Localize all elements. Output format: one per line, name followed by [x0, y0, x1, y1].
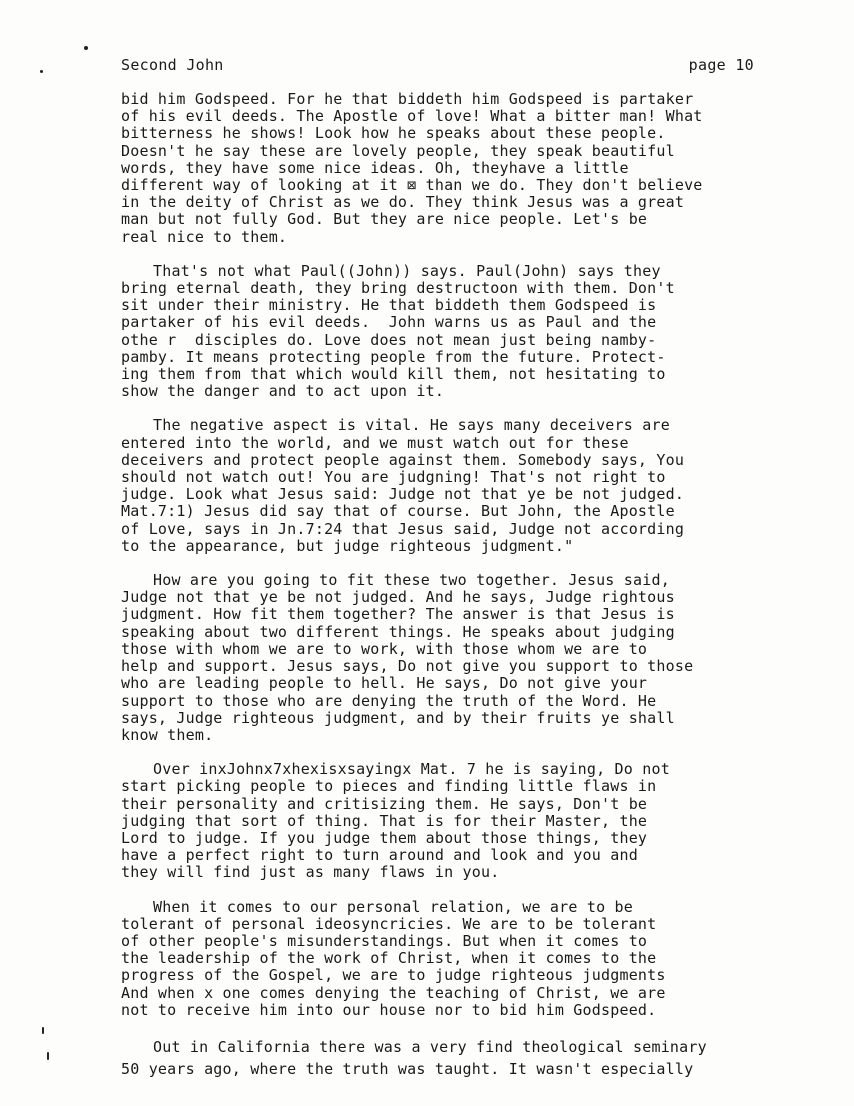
text-line: not to receive him into our house nor to bid him Godspeed. — [121, 1000, 657, 1019]
text-line: pamby. It means protecting people from the future. Protect- — [121, 347, 666, 366]
text-line: different way of looking at it ⊠ than we do. They don't believe — [121, 176, 703, 195]
text-line: judging that sort of thing. That is for their Master, the — [121, 811, 648, 830]
text-line: bid him Godspeed. For he that biddeth him Godspeed is partaker — [121, 90, 694, 108]
text-line: Lord to judge. If you judge them about those things, they — [121, 828, 648, 847]
text-line: Mat.7:1) Jesus did say that of course. But John, the Apostle — [121, 502, 675, 521]
text-line: show the danger and to act upon it. — [121, 382, 445, 401]
text-line: ing them from that which would kill them, not hesitating to — [121, 365, 666, 384]
text-line: have a perfect right to turn around and look and you and — [121, 846, 638, 865]
text-line: tolerant of personal ideosyncricies. We are to be tolerant — [121, 914, 657, 933]
text-line: speaking about two different things. He speaks about judging — [121, 622, 675, 641]
text-line: When it comes to our personal relation, we are to be — [153, 897, 633, 916]
body-text — [121, 91, 791, 1097]
text-line: That's not what Paul((John)) says. Paul(John) says they — [153, 261, 661, 280]
text-line: the leadership of the work of Christ, when it comes to the — [121, 949, 657, 968]
text-line: says, Judge righteous judgment, and by their fruits ye shall — [121, 708, 675, 727]
text-line: man but not fully God. But they are nice people. Let's be — [121, 210, 648, 229]
text-line: they will find just as many flaws in you. — [121, 863, 500, 882]
text-line: help and support. Jesus says, Do not give you support to those — [121, 657, 694, 676]
text-line: of his evil deeds. The Apostle of love! What a bitter man! What — [121, 107, 703, 126]
text-line: support to those who are denying the truth of the Word. He — [121, 691, 657, 710]
text-line: Judge not that ye be not judged. And he says, Judge rightous — [121, 588, 675, 607]
paragraph — [121, 417, 791, 555]
document-title: Second John — [121, 56, 224, 74]
text-line: Over inxJohnx7xhexisxsayingx Mat. 7 he is saying, Do not — [153, 760, 670, 779]
text-line: And when x one comes denying the teaching of Christ, we are — [121, 983, 666, 1002]
text-line: those with whom we are to work, with those whom we are to — [121, 639, 648, 658]
text-line: entered into the world, and we must watch out for these — [121, 433, 629, 452]
paragraph — [121, 761, 791, 881]
text-line: The negative aspect is vital. He says many deceivers are — [153, 416, 670, 435]
text-line: who are leading people to hell. He says, Do not give your — [121, 674, 648, 693]
text-line: their personality and critisizing them. He says, Don't be — [121, 794, 648, 813]
text-line: progress of the Gospel, we are to judge righteous judgments — [121, 966, 666, 985]
stray-mark — [40, 70, 43, 73]
text-line: How are you going to fit these two together. Jesus said, — [153, 571, 670, 590]
stray-mark — [84, 46, 88, 50]
text-line: should not watch out! You are judgning! That's not right to — [121, 468, 666, 487]
text-line: of other people's misunderstandings. But when it comes to — [121, 931, 648, 950]
text-line: know them. — [121, 725, 214, 744]
paragraph — [121, 572, 791, 744]
text-line: real nice to them. — [121, 227, 288, 246]
text-line: of Love, says in Jn.7:24 that Jesus said, Judge not according — [121, 519, 685, 538]
text-line: Out in California there was a very find theological seminary — [153, 1037, 707, 1056]
page-header — [121, 56, 754, 78]
text-line: othe r disciples do. Love does not mean just being namby- — [121, 330, 657, 349]
text-line: Doesn't he say these are lovely people, they speak beautiful — [121, 141, 675, 160]
text-line: partaker of his evil deeds. John warns us as Paul and the — [121, 313, 657, 332]
text-line: 50 years ago, where the truth was taught. It wasn't especially — [121, 1059, 694, 1078]
text-line: judgment. How fit them together? The answer is that Jesus is — [121, 605, 675, 624]
paragraph — [121, 1036, 791, 1080]
text-line: to the appearance, but judge righteous judgment." — [121, 536, 574, 555]
stray-mark — [42, 1027, 44, 1034]
paragraph — [121, 263, 791, 401]
text-line: bitterness he shows! Look how he speaks about these people. — [121, 124, 666, 143]
page-number: page 10 — [688, 56, 754, 74]
text-line: judge. Look what Jesus said: Judge not that ye be not judged. — [121, 485, 685, 504]
paragraph — [121, 91, 791, 246]
paragraph — [121, 899, 791, 1019]
text-line: in the deity of Christ as we do. They think Jesus was a great — [121, 193, 685, 212]
stray-mark — [47, 1052, 49, 1060]
text-line: start picking people to pieces and finding little flaws in — [121, 777, 657, 796]
text-line: words, they have some nice ideas. Oh, theyhave a little — [121, 158, 629, 177]
text-line: deceivers and protect people against them. Somebody says, You — [121, 450, 685, 469]
text-line: sit under their ministry. He that biddeth them Godspeed is — [121, 296, 657, 315]
text-line: bring eternal death, they bring destructoon with them. Don't — [121, 279, 675, 298]
